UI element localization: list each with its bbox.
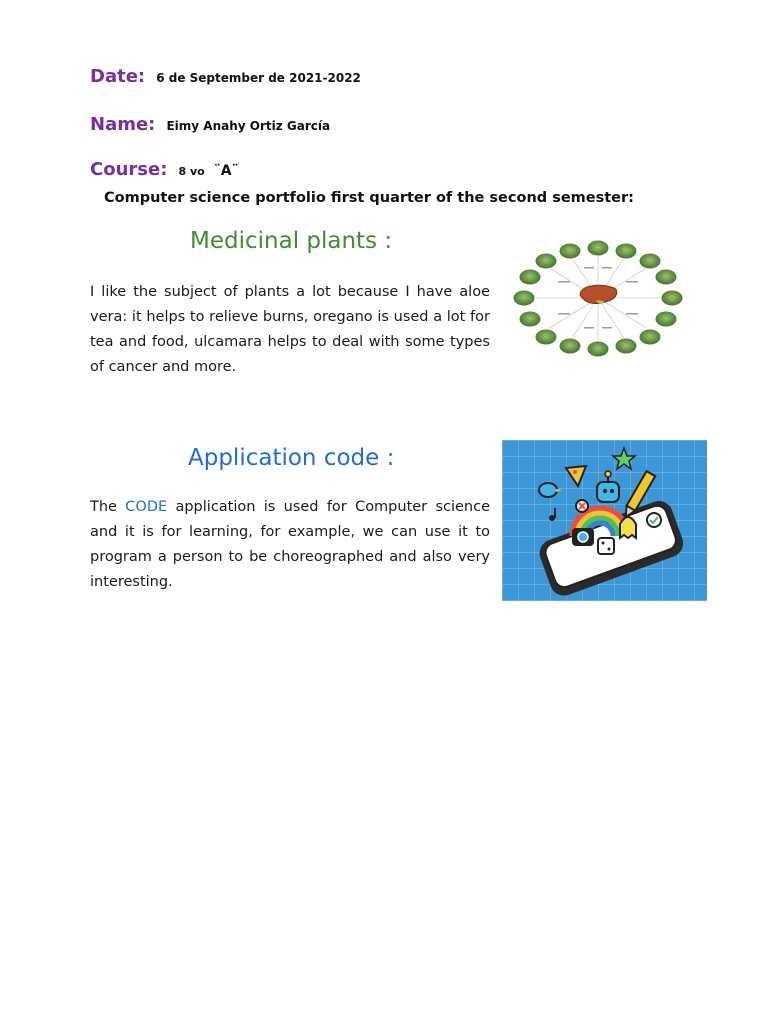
name-label: Name: [90, 114, 156, 135]
application-heading: Application code : [188, 445, 395, 471]
course-label: Course: [90, 159, 168, 180]
course-line [90, 159, 239, 180]
medicinal-heading: Medicinal plants : [190, 228, 393, 254]
plants-image [500, 233, 696, 363]
name-value: Eimy Anahy Ortiz García [166, 119, 331, 133]
name-line [90, 114, 330, 135]
application-para-rest: application is used for Computer science and it is for learning, for example, we can use it to program a person to be choreographed and also very interesting. [90, 499, 491, 590]
date-value: 6 de September de 2021-2022 [156, 71, 361, 85]
application-paragraph [90, 495, 490, 595]
code-app-name: CODE [125, 499, 168, 515]
application-image [502, 440, 707, 601]
course-section: ¨A¨ [213, 163, 239, 179]
course-value: 8 vo [178, 165, 205, 178]
coding-app-illustration-icon [502, 440, 707, 601]
portfolio-subtitle: Computer science portfolio first quarter of the second semester: [104, 190, 634, 206]
date-line [90, 66, 361, 87]
application-para-start: The [90, 499, 117, 515]
date-label: Date: [90, 66, 146, 87]
plants-liver-diagram-icon [500, 233, 696, 363]
medicinal-paragraph: I like the subject of plants a lot because I have aloe vera: it helps to relieve burns, oregano is used a lot for tea and food, ulcamara helps to deal with some types of cancer and more. [90, 284, 490, 375]
